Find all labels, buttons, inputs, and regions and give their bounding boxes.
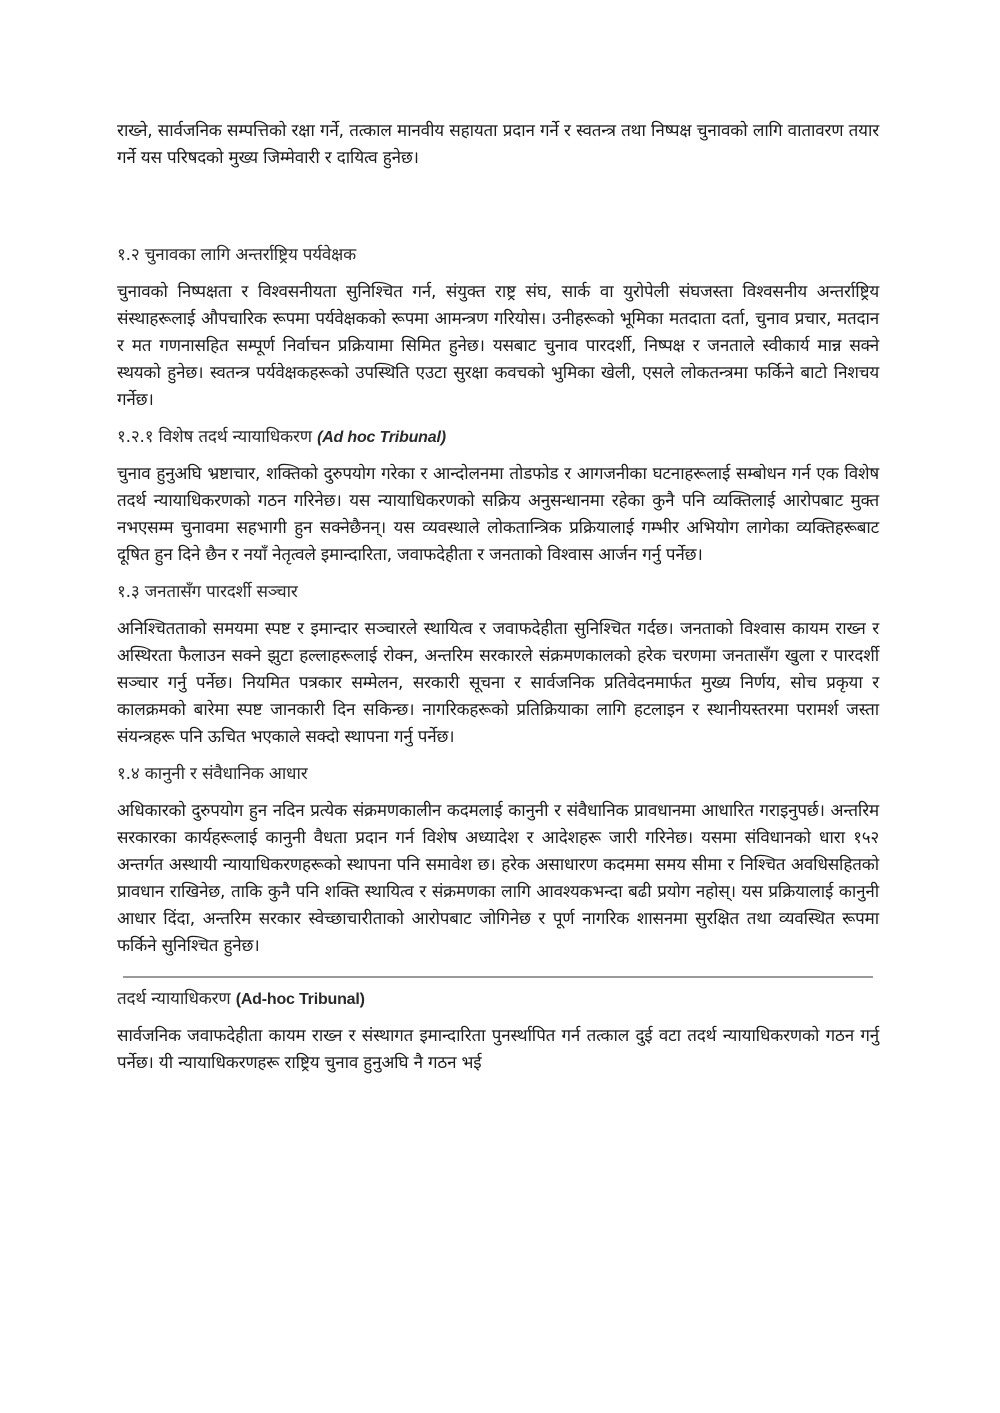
spacer	[117, 569, 879, 579]
spacer	[117, 269, 879, 279]
intro-paragraph: राख्ने, सार्वजनिक सम्पत्तिको रक्षा गर्ने, तत्काल मानवीय सहायता प्रदान गर्ने र स्वतन्त्र तथा निष्पक्ष चुनावको लागि वातावरण तयार गर्ने यस परिषदको मुख्य जिम्मेवारी र दायित्व हुनेछ।	[117, 121, 879, 168]
spacer	[117, 1013, 879, 1023]
section-international-observers	[117, 242, 879, 414]
section-paragraph: अधिकारको दुरुपयोग हुन नदिन प्रत्येक संक्रमणकालीन कदमलाई कानुनी र संवैधानिक प्रावधानमा आधारित गराइनुपर्छ। अन्तरिम सरकारका कार्यहरूलाई कानुनी वैधता प्रदान गर्न विशेष अध्यादेश र आदेशहरू जारी गरिनेछ। यसमा संविधानको धारा १५२ अन्तर्गत अस्थायी न्यायाधिकरणहरूको स्थापना पनि समावेश छ। हरेक असाधारण कदममा समय सीमा र निश्चित अवधिसहितको प्रावधान राखिनेछ, ताकि कुनै पनि शक्ति स्थायित्व र संक्रमणका लागि आवश्यकभन्दा बढी प्रयोग नहोस्। यस प्रक्रियालाई कानुनी आधार दिंदा, अन्तरिम सरकार स्वेच्छाचारीताको आरोपबाट जोगिनेछ र पूर्ण नागरिक शासनमा सुरक्षित तथा व्यवस्थित रूपमा फर्किने सुनिश्चित हुनेछ।	[117, 801, 879, 956]
section-transparent-communication	[117, 579, 879, 751]
section-heading: १.३ जनतासँग पारदर्शी सञ्चार	[117, 582, 298, 602]
section-paragraph: चुनाव हुनुअघि भ्रष्टाचार, शक्तिको दुरुपयोग गरेका र आन्दोलनमा तोडफोड र आगजनीका घटनाहरूलाई सम्बोधन गर्न एक विशेष तदर्थ न्यायाधिकरणको गठन गरिनेछ। यस न्यायाधिकरणको सक्रिय अनुसन्धानमा रहेका कुनै पनि व्यक्तिलाई आरोपबाट मुक्त नभएसम्म चुनावमा सहभागी हुन सक्नेछैनन्। यस व्यवस्थाले लोकतान्त्रिक प्रक्रियालाई गम्भीर अभियोग लागेका व्यक्तिहरूबाट दूषित हुन दिने छैन र नयाँ नेतृत्वले इमान्दारिता, जवाफदेहीता र जनताको विश्वास आर्जन गर्नु पर्नेछ।	[117, 464, 879, 565]
section-paragraph: अनिश्चितताको समयमा स्पष्ट र इमान्दार सञ्चारले स्थायित्व र जवाफदेहीता सुनिश्चित गर्दछ। जनताको विश्वास कायम राख्न र अस्थिरता फैलाउन सक्ने झुटा हल्लाहरूलाई रोक्न, अन्तरिम सरकारले संक्रमणकालको हरेक चरणमा जनतासँग खुला र पारदर्शी सञ्चार गर्नु पर्नेछ। नियमित पत्रकार सम्मेलन, सरकारी सूचना र सार्वजनिक प्रतिवेदनमार्फत मुख्य निर्णय, सोच प्रकृया र कालक्रमको बारेमा स्पष्ट जानकारी दिन सकिन्छ। नागरिकहरूको प्रतिक्रियाका लागि हटलाइन र स्थानीयस्तरमा परामर्श जस्ता संयन्त्रहरू पनि ऊचित भएकाले सक्दो स्थापना गर्नु पर्नेछ।	[117, 619, 879, 747]
section-heading	[117, 424, 879, 451]
document-page	[117, 118, 879, 1077]
section-paragraph: सार्वजनिक जवाफदेहीता कायम राख्न र संस्थागत इमान्दारिता पुनर्स्थापित गर्न तत्काल दुई वटा तदर्थ न्यायाधिकरणको गठन गर्नु पर्नेछ। यी न्यायाधिकरणहरू राष्ट्रिय चुनाव हुनुअघि नै गठन भई	[117, 1026, 879, 1073]
spacer	[117, 751, 879, 761]
section-heading	[117, 986, 879, 1013]
horizontal-divider	[123, 976, 873, 978]
spacer	[117, 451, 879, 461]
section-legal-constitutional-basis	[117, 761, 879, 960]
section-heading-text: तदर्थ न्यायाधिकरण	[117, 989, 231, 1009]
section-heading: १.४ कानुनी र संवैधानिक आधार	[117, 764, 308, 784]
spacer	[117, 172, 879, 242]
section-heading-english: (Ad hoc Tribunal)	[317, 429, 446, 446]
section-heading-english: (Ad-hoc Tribunal)	[235, 991, 365, 1008]
section-heading: १.२ चुनावका लागि अन्तर्राष्ट्रिय पर्यवेक्षक	[117, 245, 357, 265]
section-heading-text: १.२.१ विशेष तदर्थ न्यायाधिकरण	[117, 427, 312, 447]
spacer	[117, 606, 879, 616]
section-final-ad-hoc-tribunal	[117, 986, 879, 1077]
spacer	[117, 788, 879, 798]
section-paragraph: चुनावको निष्पक्षता र विश्वसनीयता सुनिश्चित गर्न, संयुक्त राष्ट्र संघ, सार्क वा युरोपेली संघजस्ता विश्वसनीय अन्तर्राष्ट्रिय संस्थाहरूलाई औपचारिक रूपमा पर्यवेक्षकको रूपमा आमन्त्रण गरियोस। उनीहरूको भूमिका मतदाता दर्ता, चुनाव प्रचार, मतदान र मत गणनासहित सम्पूर्ण निर्वाचन प्रक्रियामा सिमित हुनेछ। यसबाट चुनाव पारदर्शी, निष्पक्ष र जनताले स्वीकार्य मान्न सक्ने स्थयको हुनेछ। स्वतन्त्र पर्यवेक्षकहरूको उपस्थिति एउटा सुरक्षा कवचको भुमिका खेली, एसले लोकतन्त्रमा फर्किने बाटो निशचय गर्नेछ।	[117, 282, 879, 410]
spacer	[117, 414, 879, 424]
section-ad-hoc-tribunal	[117, 424, 879, 569]
